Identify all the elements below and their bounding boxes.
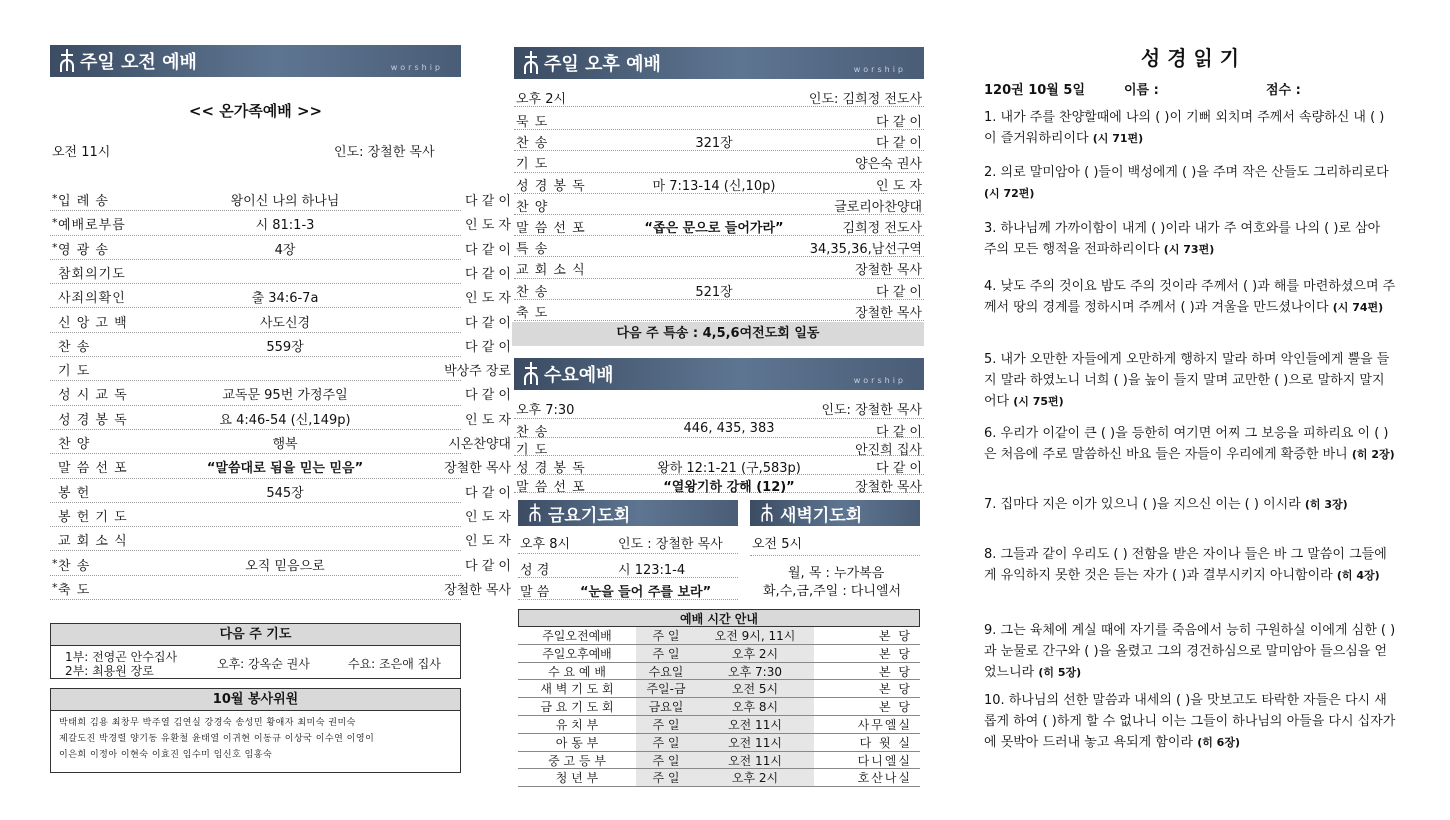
schedule-day: 주 일	[636, 734, 696, 751]
order-item-leader: 인 도 자	[465, 509, 511, 525]
schedule-row	[518, 645, 920, 663]
prayer-afternoon: 오후: 강옥순 권사	[217, 657, 310, 671]
order-item-detail: 446, 435, 383	[683, 421, 775, 436]
schedule-time: 오전 5시	[696, 680, 814, 697]
order-item-leader: 다 같 이	[465, 315, 511, 331]
verse-reference: (히 3장)	[1304, 498, 1348, 511]
schedule-service-name: 주일오후예배	[542, 646, 612, 661]
bible-header-score: 점수 :	[1266, 83, 1301, 98]
order-item-leader: 다 같 이	[876, 284, 922, 300]
schedule-place: 호산나실	[857, 771, 912, 786]
friday-scripture-row	[518, 558, 738, 578]
schedule-day: 주 일	[636, 627, 696, 644]
order-of-service-row	[50, 430, 511, 454]
order-item-leader: 장철한 목사	[855, 479, 922, 495]
order-of-service-row	[50, 479, 511, 503]
verse-text: 9. 그는 육체에 계실 때에 자기를 죽음에서 능히 구원하실 이에게 심한 ( )과 눈물로 간구와 ( )을 올렸고 그의 경건하심으로 말미암아 들으심을 얻었느니라	[984, 623, 1396, 680]
schedule-service-name: 아 동 부	[555, 735, 599, 750]
schedule-service-name: 중 고 등 부	[548, 753, 606, 768]
church-cross-icon	[760, 503, 774, 522]
order-item-leader: 34,35,36,남선구역	[809, 242, 922, 258]
friday-sermon-value: “눈을 들어 주를 보라”	[580, 585, 712, 600]
order-of-service-row	[50, 211, 511, 235]
afternoon-time: 오후 2시	[516, 92, 567, 107]
prayer-wednesday: 수요: 조은애 집사	[348, 657, 441, 671]
order-of-service-row	[514, 130, 924, 151]
bible-verse-question	[984, 690, 1396, 753]
order-item-name: 입 례 송	[58, 194, 109, 209]
wednesday-time: 오후 7:30	[516, 403, 575, 418]
dawn-prayer-title: 새벽기도회	[780, 505, 863, 526]
next-week-prayer-box	[50, 623, 461, 679]
schedule-place: 다 윗 실	[859, 735, 912, 750]
schedule-service-name: 수 요 예 배	[548, 664, 606, 679]
order-item-name: 말 씀 선 포	[516, 221, 586, 236]
order-of-service-row	[514, 438, 924, 459]
order-of-service-row	[50, 576, 511, 600]
bible-header-volume: 120권 10월 5일	[984, 83, 1085, 98]
order-item-leader: 시온찬양대	[448, 437, 511, 452]
standing-mark: *	[52, 580, 58, 594]
church-cross-icon	[58, 49, 76, 73]
order-item-detail: 사도신경	[259, 315, 311, 331]
order-item-name: 찬 양	[58, 437, 91, 452]
friday-leader: 인도 : 장철한 목사	[618, 537, 723, 552]
order-item-name: 참회의기도	[58, 266, 126, 282]
order-of-service-row	[50, 381, 511, 405]
order-item-name: 찬 송	[516, 284, 549, 300]
service-names-line: 이은희 이정아 이현숙 이효진 임수미 임신호 임홍숙	[59, 750, 273, 760]
order-item-name: 영 광 송	[58, 242, 109, 258]
order-item-leader: 박상주 장로	[444, 364, 511, 380]
schedule-service-name: 금 요 기 도 회	[540, 700, 614, 715]
order-of-service-row	[50, 236, 511, 260]
bible-verse-question	[984, 162, 1396, 204]
order-of-service-row	[514, 420, 924, 438]
afternoon-service-banner	[514, 47, 924, 79]
order-item-name: 묵 도	[516, 115, 549, 130]
order-item-name: 봉 헌	[58, 485, 91, 501]
schedule-service-name: 새 벽 기 도 회	[540, 682, 614, 697]
schedule-day: 금요일	[636, 698, 696, 715]
order-item-detail: 교독문 95번 가정주일	[222, 388, 348, 404]
order-item-detail: 왕이신 나의 하나님	[230, 194, 340, 209]
bible-verse-question	[984, 107, 1396, 149]
order-item-detail: 시 81:1-3	[255, 218, 315, 234]
order-item-leader: 장철한 목사	[855, 263, 922, 279]
order-item-detail: 요 4:46-54 (신,149p)	[219, 412, 351, 428]
verse-reference: (시 75편)	[1013, 395, 1064, 408]
next-special-song-bar: 다음 주 특송 : 4,5,6여전도회 일동	[512, 322, 924, 346]
prayer-line-2: 2부: 최용원 장로	[65, 664, 154, 678]
bible-verse-question	[984, 544, 1396, 586]
schedule-service-name: 청 년 부	[555, 771, 599, 786]
church-cross-icon	[528, 503, 542, 522]
bible-verse-question	[984, 218, 1396, 260]
order-item-name: 찬 송	[516, 136, 549, 152]
order-item-name: 기 도	[516, 157, 549, 173]
order-item-leader: 다 같 이	[465, 194, 511, 209]
wednesday-service-banner	[514, 358, 924, 390]
schedule-row	[518, 769, 920, 787]
order-item-leader: 김희정 전도사	[842, 221, 922, 236]
service-names	[51, 711, 460, 767]
order-item-leader: 다 같 이	[465, 388, 511, 404]
service-names-line: 제갈도진 박경렬 양기동 유환철 윤태열 이귀현 이동규 이상국 이수연 이영이	[59, 734, 375, 744]
order-item-leader: 장철한 목사	[444, 461, 511, 477]
order-of-service-row	[50, 552, 511, 576]
church-cross-icon	[522, 51, 540, 75]
order-of-service-row	[514, 300, 924, 321]
schedule-place: 다니엘실	[857, 753, 912, 768]
order-of-service-row	[50, 454, 511, 478]
schedule-day: 주 일	[636, 645, 696, 662]
verse-text: 5. 내가 오만한 자들에게 오만하게 행하지 말라 하며 악인들에게 뿔을 들지 말라 하였노니 너희 ( )을 높이 들지 말며 교만한 ( )으로 말하지 말지어다	[984, 352, 1390, 409]
afternoon-service-title: 주일 오후 예배	[544, 54, 661, 75]
order-item-leader: 다 같 이	[876, 115, 922, 130]
schedule-row	[518, 716, 920, 734]
order-item-detail: 521장	[695, 284, 733, 300]
dawn-line-1: 월, 목 : 누가복음	[788, 566, 885, 581]
dawn-time: 오전 5시	[752, 537, 803, 552]
order-item-name: 교 회 소 식	[516, 263, 586, 279]
standing-mark: *	[52, 216, 58, 230]
schedule-day: 주일-금	[636, 680, 696, 697]
order-of-service-row	[514, 475, 924, 493]
church-cross-icon	[522, 362, 540, 386]
order-of-service-row	[514, 257, 924, 278]
order-item-leader: 장철한 목사	[855, 305, 922, 321]
schedule-time: 오후 7:30	[696, 663, 814, 680]
order-of-service-row	[50, 260, 511, 284]
order-item-detail: 출 34:6-7a	[251, 291, 319, 307]
order-item-name: 성 경 봉 독	[58, 412, 128, 428]
wednesday-leader: 인도: 장철한 목사	[821, 403, 922, 418]
order-item-name: 교 회 소 식	[58, 534, 128, 550]
watermark-text: worship	[853, 376, 906, 385]
verse-text: 8. 그들과 같이 우리도 ( ) 전함을 받은 자이나 들은 바 그 말씀이 그들에게 유익하지 못한 것은 듣는 자가 ( )과 결부시키지 아니함이라	[984, 547, 1387, 583]
prayer-line-1: 1부: 전영곤 안수집사	[65, 650, 178, 664]
order-item-name: 기 도	[516, 443, 549, 459]
order-item-leader: 인 도 자	[876, 178, 922, 194]
order-item-name: 기 도	[58, 364, 91, 380]
order-of-service-row	[514, 173, 924, 194]
friday-scripture-value: 시 123:1-4	[618, 563, 686, 578]
order-item-name: 말 씀 선 포	[58, 461, 128, 477]
bible-verse-question	[984, 349, 1396, 412]
order-item-name: 특 송	[516, 242, 549, 258]
verse-text: 2. 의로 말미암아 ( )들이 백성에게 ( )을 주며 작은 산들도 그리하리로다	[984, 165, 1389, 180]
order-item-leader: 인 도 자	[465, 534, 511, 550]
schedule-time: 오후 2시	[696, 645, 814, 662]
order-item-leader: 다 같 이	[465, 485, 511, 501]
schedule-service-name: 주일오전예배	[542, 628, 612, 643]
schedule-time: 오전 11시	[696, 734, 814, 751]
bible-verse-question	[984, 494, 1396, 515]
order-item-name: 신 앙 고 백	[58, 315, 128, 331]
schedule-title: 예배 시간 안내	[518, 609, 920, 627]
order-of-service-row	[50, 527, 511, 551]
watermark-text: worship	[853, 65, 906, 74]
order-of-service-row	[514, 456, 924, 477]
schedule-time: 오전 9시, 11시	[696, 627, 814, 644]
bible-reading-title: 성 경 읽 기	[1140, 46, 1240, 70]
order-item-name: 축 도	[58, 582, 91, 598]
verse-reference: (히 6장)	[1197, 736, 1240, 749]
friday-prayer-banner	[518, 500, 738, 526]
wednesday-header-row	[514, 397, 924, 419]
order-item-leader: 다 같 이	[876, 136, 922, 152]
order-item-name: 축 도	[516, 305, 549, 321]
order-item-leader: 글로리아찬양대	[834, 199, 922, 215]
order-item-detail: 321장	[695, 136, 733, 152]
order-item-leader: 다 같 이	[876, 461, 922, 477]
friday-scripture-label: 성 경	[520, 563, 550, 578]
bible-verse-question	[984, 423, 1396, 465]
order-item-leader: 다 같 이	[465, 339, 511, 355]
service-names-line: 박태희 김용 최창무 박주열 김연실 강경숙 송성민 황애자 최미숙 권미숙	[59, 718, 356, 728]
morning-service-banner	[50, 45, 461, 77]
bible-verse-question	[984, 620, 1396, 683]
schedule-day: 주 일	[636, 752, 696, 769]
order-item-detail: 559장	[266, 339, 304, 355]
verse-reference: (히 4장)	[1336, 569, 1380, 582]
order-item-name: 찬 송	[516, 425, 549, 440]
dawn-time-row	[750, 530, 920, 556]
schedule-time: 오후 2시	[696, 769, 814, 786]
order-of-service-row	[50, 284, 511, 308]
order-of-service-row	[514, 151, 924, 172]
verse-reference: (시 74편)	[1332, 301, 1384, 314]
order-item-detail: 4장	[274, 242, 296, 258]
schedule-row	[518, 627, 920, 645]
schedule-time: 오전 11시	[696, 716, 814, 733]
order-of-service-row	[514, 109, 924, 130]
friday-header-row	[518, 530, 738, 554]
order-item-detail: 545장	[266, 485, 304, 501]
standing-mark: *	[52, 192, 58, 205]
order-item-name: 성 경 봉 독	[516, 178, 586, 194]
verse-text: 3. 하나님께 가까이함이 내게 ( )이라 내가 주 여호와를 나의 ( )로 삼아 주의 모든 행적을 전파하리이다	[984, 221, 1381, 257]
order-of-service-row	[514, 194, 924, 215]
schedule-place: 본 당	[879, 682, 912, 697]
morning-service-title: 주일 오전 예배	[80, 52, 197, 73]
verse-reference: (시 71편)	[1092, 132, 1144, 145]
order-item-name: 말 씀 선 포	[516, 479, 586, 495]
schedule-row	[518, 663, 920, 681]
order-item-detail: “말씀대로 됨을 믿는 믿음”	[206, 461, 364, 477]
order-item-leader: 다 같 이	[465, 266, 511, 282]
order-item-leader: 인 도 자	[465, 291, 511, 307]
order-of-service-row	[50, 503, 511, 527]
schedule-day: 주 일	[636, 769, 696, 786]
order-item-name: 봉 헌 기 도	[58, 509, 128, 525]
watermark-text: worship	[390, 63, 443, 72]
order-of-service-row	[514, 215, 924, 236]
order-of-service-row	[50, 357, 511, 381]
bible-header-name: 이름 :	[1124, 83, 1159, 98]
schedule-row	[518, 698, 920, 716]
order-item-leader: 인 도 자	[465, 412, 511, 428]
schedule-row	[518, 680, 920, 698]
verse-reference: (히 2장)	[1351, 448, 1395, 461]
verse-reference: (시 72편)	[984, 187, 1035, 200]
order-item-leader: 양은숙 권사	[855, 157, 922, 173]
order-item-leader: 안진희 집사	[855, 443, 922, 459]
schedule-service-name: 유 치 부	[555, 717, 599, 732]
standing-mark: *	[52, 240, 58, 254]
schedule-place: 사무엘실	[857, 717, 912, 732]
bible-verse-question	[984, 276, 1396, 318]
schedule-place: 본 당	[879, 646, 912, 661]
morning-leader: 인도: 장철한 목사	[334, 145, 435, 160]
order-item-detail: 마 7:13-14 (신,10p)	[652, 178, 776, 194]
order-item-leader: 다 같 이	[876, 425, 922, 440]
order-item-name: 성 시 교 독	[58, 388, 128, 404]
order-of-service-row	[50, 187, 511, 211]
order-of-service-row	[50, 333, 511, 357]
october-service-box	[50, 688, 461, 773]
schedule-time: 오전 11시	[696, 752, 814, 769]
order-of-service-row	[50, 406, 511, 430]
morning-subtitle: << 온가족예배 >>	[188, 102, 323, 120]
order-item-name: 찬 양	[516, 199, 549, 215]
friday-sermon-label: 말 씀	[520, 585, 550, 600]
order-item-name: 찬 송	[58, 339, 91, 355]
verse-text: 6. 우리가 이같이 큰 ( )을 등한히 여기면 어찌 그 보응을 피하리요 이 ( )은 처음에 주로 말씀하신 바요 들은 자들이 우리에게 확증한 바니	[984, 426, 1389, 462]
dawn-prayer-banner	[750, 500, 920, 526]
order-item-leader: 다 같 이	[465, 242, 511, 258]
schedule-time: 오후 8시	[696, 698, 814, 715]
schedule-place: 본 당	[879, 628, 912, 643]
friday-prayer-title: 금요기도회	[548, 505, 631, 526]
order-item-name: 찬 송	[58, 558, 91, 574]
schedule-row	[518, 734, 920, 752]
order-item-name: 예배로부름	[58, 218, 126, 234]
verse-text: 10. 하나님의 선한 말씀과 내세의 ( )을 맛보고도 타락한 자들은 다시 새롭게 하여 ( )하게 할 수 없나니 이는 그들이 하나님의 아들을 다시 십자가에 못박아 드러내 놓고 욕되게 함이라	[984, 693, 1396, 750]
order-item-leader: 장철한 목사	[444, 582, 511, 598]
order-item-detail: “좁은 문으로 들어가라”	[644, 221, 784, 236]
order-item-detail: “열왕기하 강해 (12)”	[663, 479, 795, 495]
verse-text: 1. 내가 주를 찬양할때에 나의 ( )이 기뻐 외치며 주께서 속량하신 내 ( )이 즐거워하리이다	[984, 110, 1385, 146]
order-of-service-row	[514, 236, 924, 257]
order-of-service-row	[514, 279, 924, 300]
verse-text: 7. 집마다 지은 이가 있으니 ( )을 지으신 이는 ( ) 이시라	[984, 497, 1301, 512]
order-item-detail: 왕하 12:1-21 (구,583p)	[657, 461, 801, 477]
order-item-leader: 인 도 자	[465, 218, 511, 234]
schedule-row	[518, 752, 920, 770]
afternoon-leader: 인도: 김희정 전도사	[808, 92, 922, 107]
wednesday-service-title: 수요예배	[544, 365, 614, 386]
verse-reference: (히 5장)	[1038, 666, 1082, 679]
order-item-leader: 다 같 이	[465, 558, 511, 574]
schedule-place: 본 당	[879, 700, 912, 715]
schedule-day: 주 일	[636, 716, 696, 733]
prayer-box-title: 다음 주 기도	[51, 624, 460, 646]
friday-time: 오후 8시	[520, 537, 571, 552]
order-item-name: 사죄의확인	[58, 291, 126, 307]
schedule-day: 수요일	[636, 663, 696, 680]
schedule-place: 본 당	[879, 664, 912, 679]
dawn-line-2: 화,수,금,주일 : 다니엘서	[763, 584, 902, 599]
standing-mark: *	[52, 556, 58, 570]
order-item-detail: 행복	[272, 437, 298, 452]
morning-time: 오전 11시	[52, 145, 111, 160]
service-box-title: 10월 봉사위원	[51, 689, 460, 711]
order-item-detail: 오직 믿음으로	[245, 558, 325, 574]
friday-sermon-row	[518, 580, 738, 600]
order-item-name: 성 경 봉 독	[516, 461, 586, 477]
verse-text: 4. 낮도 주의 것이요 밤도 주의 것이라 주께서 ( )과 해를 마련하셨으며 주께서 땅의 경계를 정하시며 주께서 ( )과 겨울을 만드셨나이다	[984, 279, 1396, 315]
afternoon-header-row	[514, 86, 924, 107]
order-of-service-row	[50, 309, 511, 333]
verse-reference: (시 73편)	[1163, 243, 1215, 256]
